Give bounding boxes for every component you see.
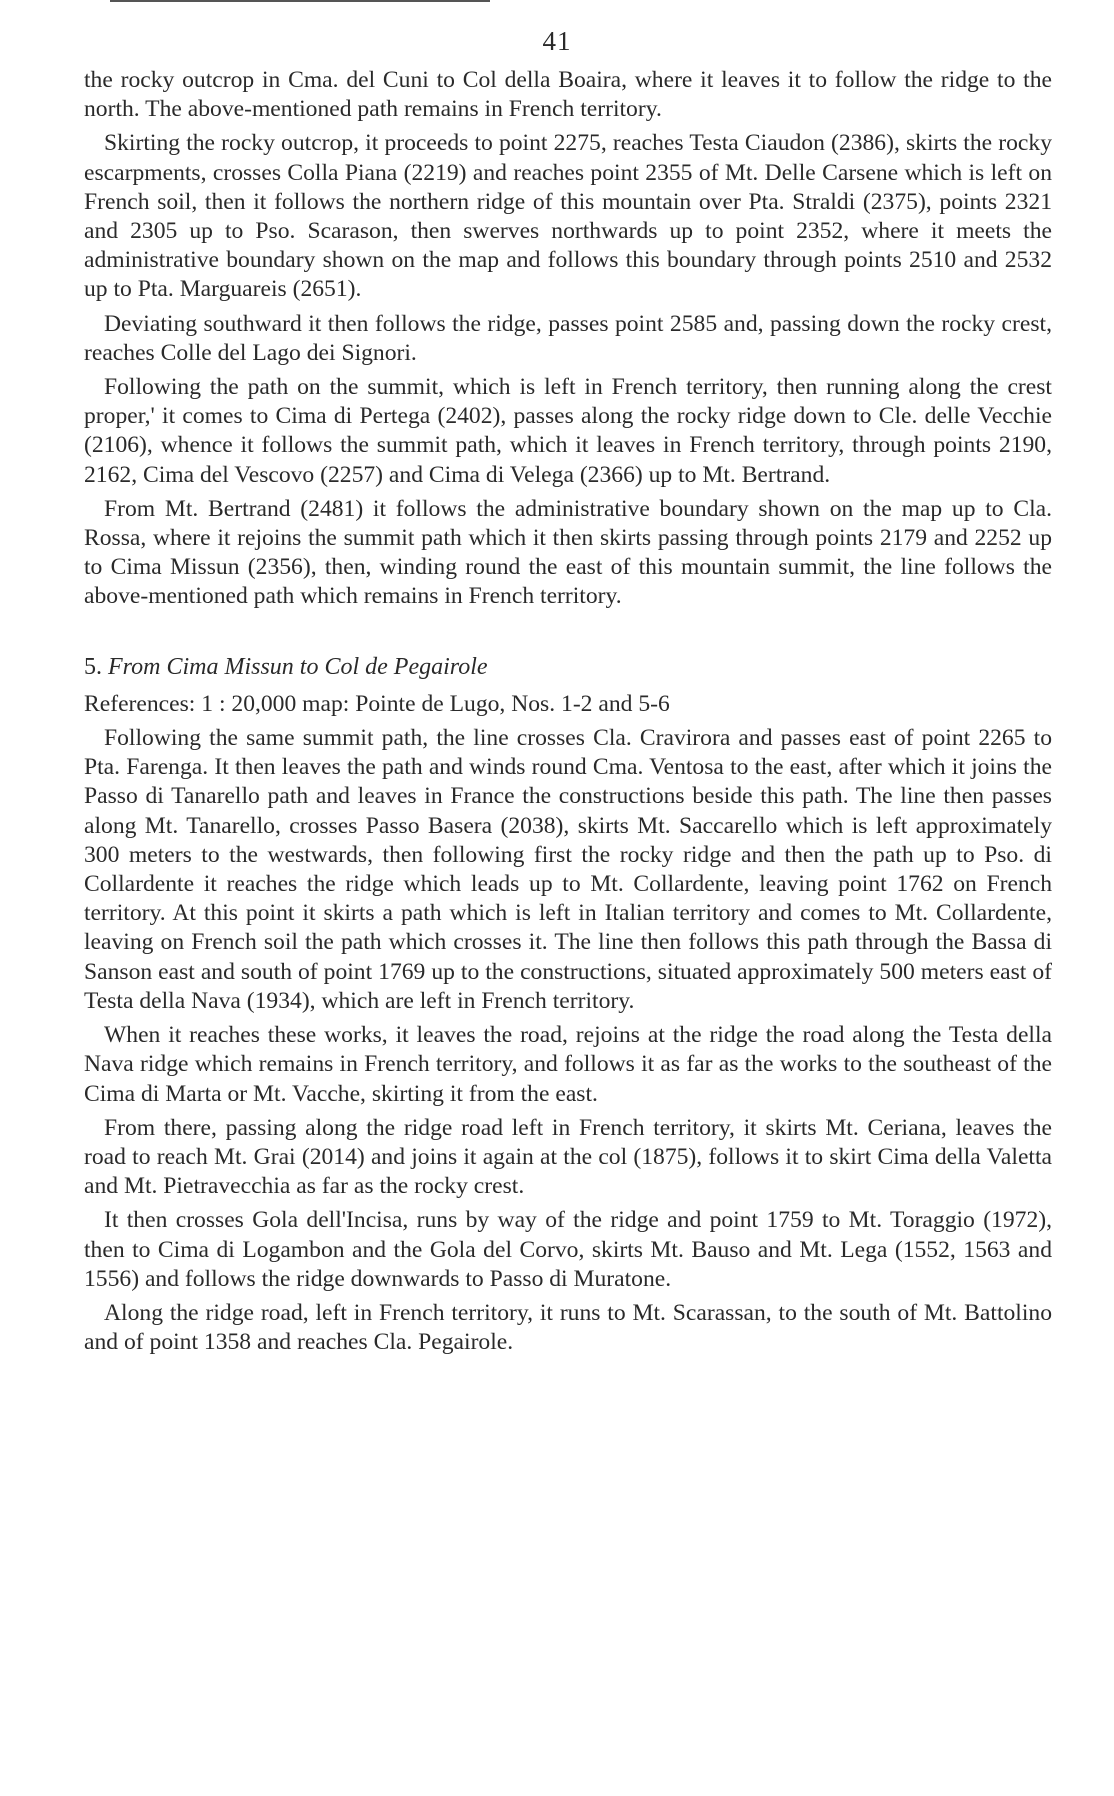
section-spacer: [84, 617, 1052, 653]
paragraph: It then crosses Gola dell'Incisa, runs by way of the ridge and point 1759 to Mt. Toraggio (1972), then to Cima di Logambon and the Gola del Corvo, skirts Mt. Bauso and Mt. Lega (1552, 1563 and 1556) and follows the ridge downwards to Passo di Muratone.: [84, 1207, 1052, 1292]
paragraph: From there, passing along the ridge road left in French territory, it skirts Mt. Ceriana, leaves the road to reach Mt. Grai (2014) and joins it again at the col (1875), follows it to skirt Cima della Valetta and Mt. Pietravecchia as far as the rocky crest.: [84, 1114, 1052, 1200]
paragraph: Skirting the rocky outcrop, it proceeds to point 2275, reaches Testa Ciaudon (2386), skirts the rocky escarpments, crosses Colla Piana (2219) and reaches point 2355 of Mt. Delle Carsene which is left on French soil, then it follows the northern ridge of this mountain over Pta. Straldi (2375), points 2321 and 2305 up to Pso. Scarason, then swerves northwards up to point 2352, where it meets the administrative boundary shown on the map and follows this boundary through points 2510 and 2532 up to Pta. Marguareis (2651).: [84, 130, 1052, 303]
section-title: From Cima Missun to Col de Pegairole: [108, 653, 488, 680]
paragraph: Following the path on the summit, which is left in French territory, then running along the crest proper,' it comes to Cima di Pertega (2402), passes along the rocky ridge down to Cle. delle Vecchie (2106), whence it follows the summit path, which it leaves in French territory, through points 2190, 2162, Cima del Vescovo (2257) and Cima di Velega (2366) up to Mt. Bertrand.: [84, 374, 1052, 488]
paragraph: From Mt. Bertrand (2481) it follows the administrative boundary shown on the map up to Cla. Rossa, where it rejoins the summit path which it then skirts passing through points 2179 and 2252 up to Cima Missun (2356), then, winding round the east of this mountain summit, the line follows the above-mentioned path which remains in French territory.: [84, 495, 1052, 610]
page-number: 41: [542, 26, 572, 56]
document-body: [84, 66, 1052, 1362]
paragraph: Following the same summit path, the line crosses Cla. Cravirora and passes east of point 2265 to Pta. Farenga. It then leaves the path and winds round Cma. Ventosa to the east, after which it joins the Passo di Tanarello path and leaves in France the constructions beside this path. The line then passes along Mt. Tanarello, crosses Passo Basera (2038), skirts Mt. Saccarello which is left approximately 300 meters to the westwards, then following first the rocky ridge and then the path up to Pso. di Collardente it reaches the ridge which leads up to Mt. Collardente, leaving point 1762 on French territory. At this point it skirts a path which is left in Italian territory and comes to Mt. Collardente, leaving on French soil the path which crosses it. The line then follows this path through the Bassa di Sanson east and south of point 1769 up to the constructions, situated approximately 500 meters east of Testa della Nava (1934), which are left in French territory.: [84, 725, 1052, 1014]
section-number: 5.: [84, 653, 102, 680]
paragraph-continuation: the rocky outcrop in Cma. del Cuni to Col della Boaira, where it leaves it to follow the ridge to the north. The above-mentioned path remains in French territory.: [84, 67, 1052, 123]
top-rule: [110, 0, 490, 2]
paragraph: Deviating southward it then follows the ridge, passes point 2585 and, passing down the rocky crest, reaches Colle del Lago dei Signori.: [84, 310, 1052, 366]
paragraph: Along the ridge road, left in French territory, it runs to Mt. Scarassan, to the south of Mt. Battolino and of point 1358 and reaches Cla. Pegairole.: [84, 1299, 1052, 1356]
section-heading: [84, 653, 1052, 682]
section-references: References: 1 : 20,000 map: Pointe de Lugo, Nos. 1-2 and 5-6: [84, 690, 670, 717]
paragraph: When it reaches these works, it leaves the road, rejoins at the ridge the road along the Testa della Nava ridge which remains in French territory, and follows it as far as the works to the southeast of the Cima di Marta or Mt. Vacche, skirting it from the east.: [84, 1022, 1052, 1107]
